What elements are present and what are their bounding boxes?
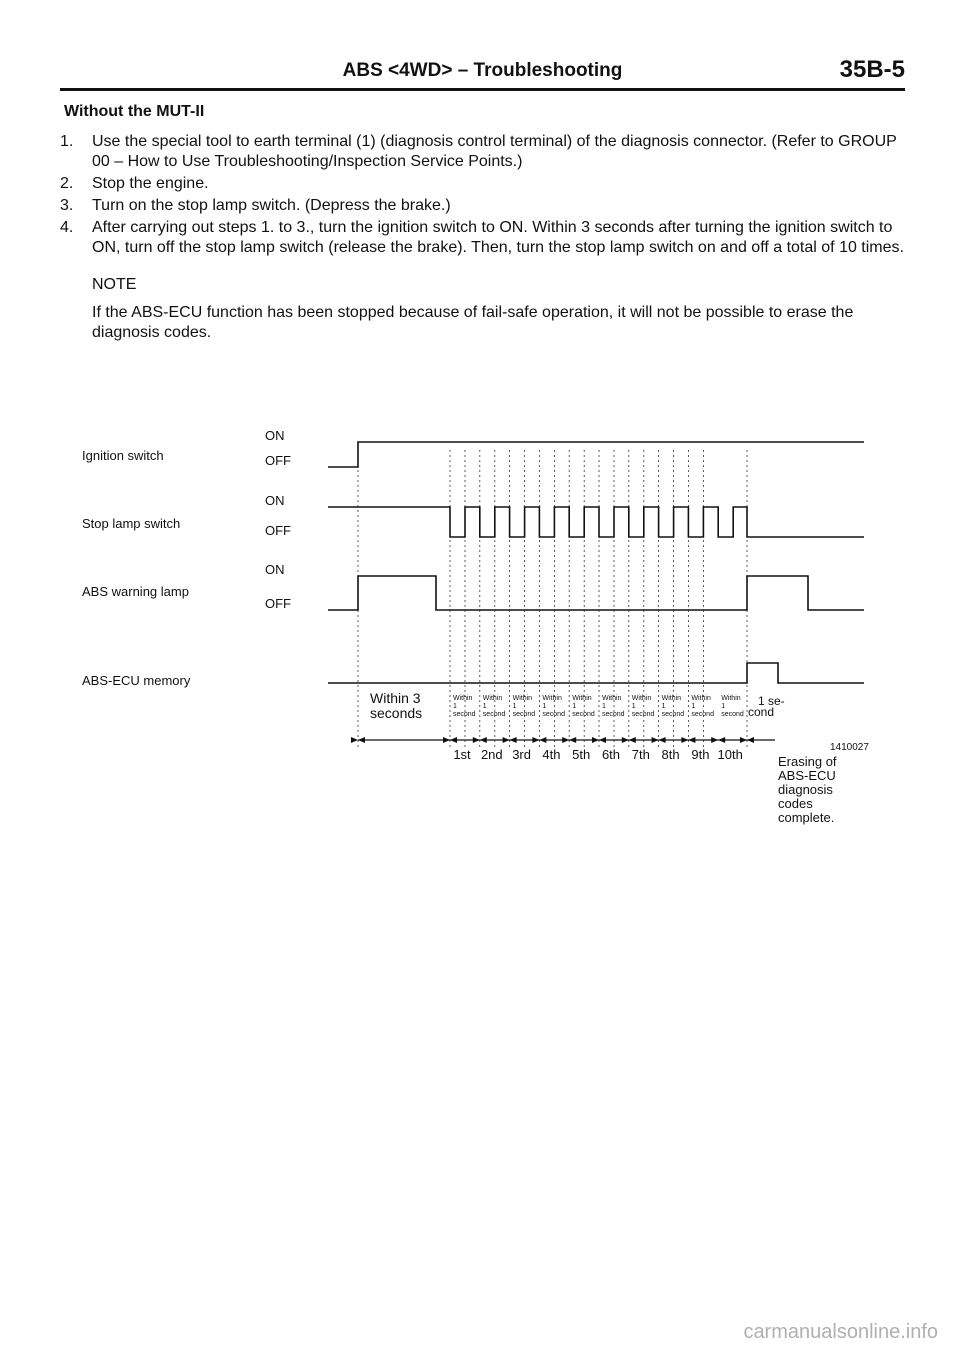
timeline-arrowhead: [688, 737, 695, 743]
within-1-second-label: second: [512, 711, 536, 718]
within-1-second-label: second: [572, 711, 595, 718]
step-number: 4.: [60, 219, 74, 236]
step-item: [60, 132, 906, 172]
timeline-arrowhead: [450, 737, 457, 743]
timeline-arrowhead: [629, 737, 636, 743]
one-second-label: 1 se-: [758, 694, 785, 708]
level-label-off: OFF: [265, 596, 291, 611]
timeline-arrowhead: [443, 737, 450, 743]
within-1-second-label: second: [542, 711, 565, 718]
within-1-second-label: 1: [572, 703, 577, 710]
page-header: [60, 58, 905, 91]
step-text: Turn on the stop lamp switch. (Depress the brake.): [92, 197, 451, 214]
within-1-second-label: 1: [691, 703, 696, 710]
ignition-waveform: [328, 442, 864, 467]
timeline-arrowhead: [510, 737, 517, 743]
timeline-arrowhead: [659, 737, 666, 743]
section-title: Without the MUT-II: [64, 103, 205, 120]
within-1-second-label: Within: [482, 695, 503, 702]
page-title: ABS <4WD> – Troubleshooting: [342, 60, 623, 81]
count-label: 6th: [601, 747, 621, 762]
step-number: 2.: [60, 175, 74, 192]
timeline-arrowhead: [622, 737, 629, 743]
procedure-steps: [60, 132, 906, 260]
within-1-second-label: Within: [602, 695, 622, 702]
timeline-arrowhead: [740, 737, 747, 743]
within-1-second-label: 1: [631, 703, 636, 710]
within-1-second-label: second: [631, 711, 655, 718]
within-3-seconds-label: seconds: [370, 705, 423, 721]
timeline-arrowhead: [539, 737, 546, 743]
within-1-second-label: Within: [453, 695, 473, 702]
timeline-arrowhead: [562, 737, 569, 743]
level-label-on: ON: [265, 493, 285, 508]
count-label: 4th: [542, 747, 561, 762]
timeline-arrowhead: [652, 737, 659, 743]
signal-label: Ignition switch: [82, 448, 164, 463]
note-block: [92, 275, 904, 343]
one-second-label: cond: [748, 705, 775, 719]
timeline-arrowhead: [747, 737, 754, 743]
completion-note: diagnosis: [778, 782, 833, 797]
timeline-arrowhead: [473, 737, 480, 743]
timeline-arrowhead: [480, 737, 487, 743]
timeline-arrowhead: [532, 737, 539, 743]
warning-lamp-waveform: [328, 576, 864, 610]
completion-note: ABS-ECU: [778, 768, 836, 783]
step-item: [60, 196, 906, 216]
step-text: After carrying out steps 1. to 3., turn the ignition switch to ON. Within 3 seconds after turning the ignition switch to ON, turn off the stop lamp switch (release the brake). Then, turn the stop lamp switch on and off a total of 10 times.: [92, 219, 904, 256]
level-label-off: OFF: [265, 453, 291, 468]
count-label: 8th: [661, 747, 680, 762]
within-1-second-label: Within: [572, 695, 592, 702]
level-label-on: ON: [265, 428, 285, 443]
within-1-second-label: second: [721, 711, 744, 718]
within-1-second-label: 1: [512, 703, 517, 710]
count-label: 5th: [572, 747, 591, 762]
within-1-second-label: second: [453, 711, 476, 718]
timing-diagram: [0, 420, 960, 840]
within-1-second-label: 1: [721, 703, 726, 710]
within-1-second-label: Within: [631, 695, 652, 702]
within-1-second-label: 1: [661, 703, 666, 710]
timeline-arrowhead: [351, 737, 358, 743]
step-item: [60, 218, 906, 258]
step-text: Stop the engine.: [92, 175, 209, 192]
within-1-second-label: second: [691, 711, 714, 718]
step-text: Use the special tool to earth terminal (1) (diagnosis control terminal) of the diagnosis connector. (Refer to GROUP 00 – How to Use Troubleshooting/Inspection Service Points.): [92, 133, 897, 170]
within-1-second-label: second: [661, 711, 685, 718]
figure-code: 1410027: [830, 742, 869, 753]
watermark: carmanualsonline.info: [743, 1321, 938, 1343]
step-number: 3.: [60, 197, 74, 214]
timeline-arrowhead: [718, 737, 725, 743]
timeline-arrowhead: [711, 737, 718, 743]
timeline-arrowhead: [599, 737, 606, 743]
within-1-second-label: 1: [453, 703, 457, 710]
signal-label: ABS-ECU memory: [82, 673, 191, 688]
within-1-second-label: 1: [482, 703, 487, 710]
note-text: If the ABS-ECU function has been stopped because of fail-safe operation, it will not be possible to erase the diagnosis codes.: [92, 304, 854, 341]
signal-label: Stop lamp switch: [82, 516, 181, 531]
within-1-second-label: Within: [721, 695, 741, 702]
within-1-second-label: Within: [542, 695, 562, 702]
completion-note: complete.: [778, 810, 835, 825]
within-1-second-label: 1: [542, 703, 547, 710]
within-1-second-label: 1: [602, 703, 606, 710]
within-1-second-label: second: [482, 711, 506, 718]
within-1-second-label: second: [602, 711, 625, 718]
count-label: 10th: [717, 747, 743, 762]
count-label: 3rd: [512, 747, 531, 762]
note-label: NOTE: [92, 276, 137, 293]
level-label-off: OFF: [265, 523, 291, 538]
count-label: 1st: [453, 747, 471, 762]
ecu-memory-waveform: [328, 663, 864, 683]
count-label: 9th: [691, 747, 710, 762]
timeline-arrowhead: [569, 737, 576, 743]
step-number: 1.: [60, 133, 74, 150]
completion-note: codes: [778, 796, 813, 811]
stop-lamp-waveform: [328, 507, 864, 537]
timeline-arrowhead: [592, 737, 599, 743]
count-label: 2nd: [480, 747, 503, 762]
within-1-second-label: Within: [512, 695, 533, 702]
within-3-seconds-label: Within 3: [370, 690, 421, 706]
timeline-arrowhead: [503, 737, 510, 743]
timeline-arrowhead: [681, 737, 688, 743]
signal-label: ABS warning lamp: [82, 584, 189, 599]
page-number: 35B-5: [839, 56, 905, 83]
count-label: 7th: [631, 747, 650, 762]
within-1-second-label: Within: [661, 695, 682, 702]
step-item: [60, 174, 906, 194]
within-1-second-label: Within: [691, 695, 711, 702]
timeline-arrowhead: [358, 737, 365, 743]
level-label-on: ON: [265, 562, 285, 577]
completion-note: Erasing of: [778, 754, 837, 769]
